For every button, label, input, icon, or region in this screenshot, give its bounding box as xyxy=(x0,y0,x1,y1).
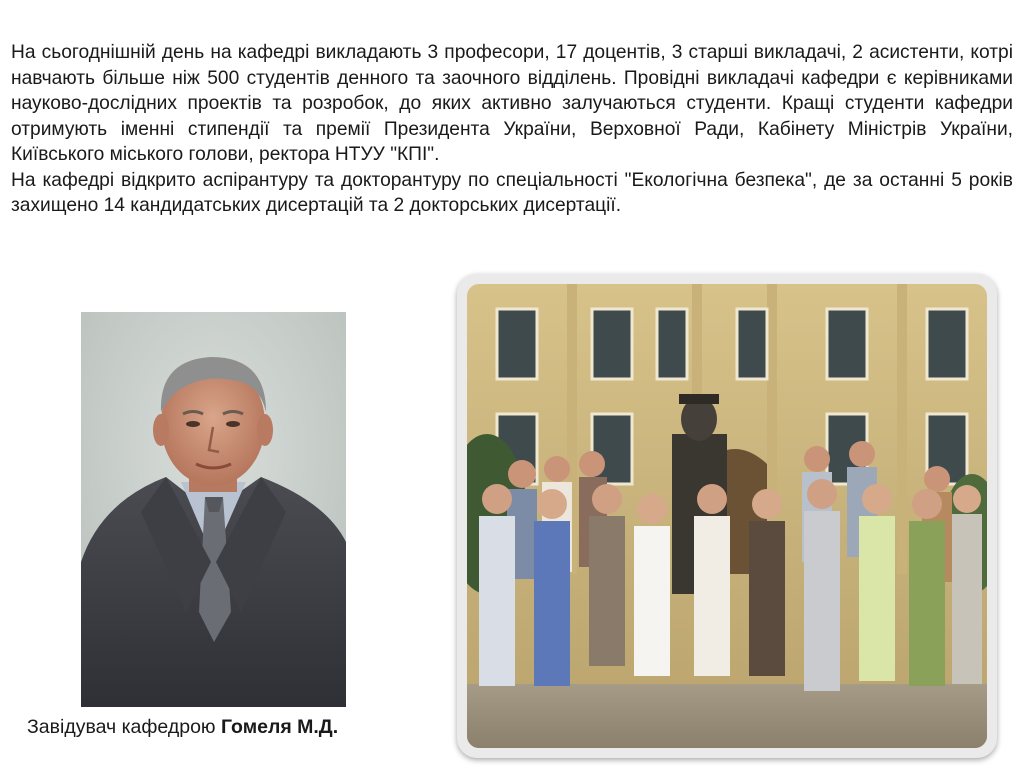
department-group-photo xyxy=(467,284,987,748)
main-text xyxy=(11,40,1013,219)
paragraph-postgraduate: На кафедрі відкрито аспірантуру та докторантуру по спеціальності "Екологічна безпека", де за останні 5 років захищено 14 кандидатських дисертацій та 2 докторських дисертації. xyxy=(11,169,1013,216)
group-photo-frame xyxy=(457,274,997,758)
paragraph-staff: На сьогоднішній день на кафедрі викладають 3 професори, 17 доцентів, 3 старші викладачі, 2 асистенти, котрі навчають більше ніж 500 студентів денного та заочного відділень. Провідні викладачі кафедри є керівниками науково-дослідних проектів та розробок, до яких активно залучаються студенти. Кращі студенти кафедри отримують іменні стипендії та премії Президента України, Верховної Ради, Кабінету Міністрів України, Київського міського голови, ректора НТУУ "КПІ". xyxy=(11,42,1013,165)
head-portrait-photo xyxy=(81,312,346,707)
caption-prefix: Завідувач кафедрою xyxy=(27,716,221,738)
caption-head-name: Гомеля М.Д. xyxy=(220,716,339,738)
portrait-caption xyxy=(27,716,338,739)
